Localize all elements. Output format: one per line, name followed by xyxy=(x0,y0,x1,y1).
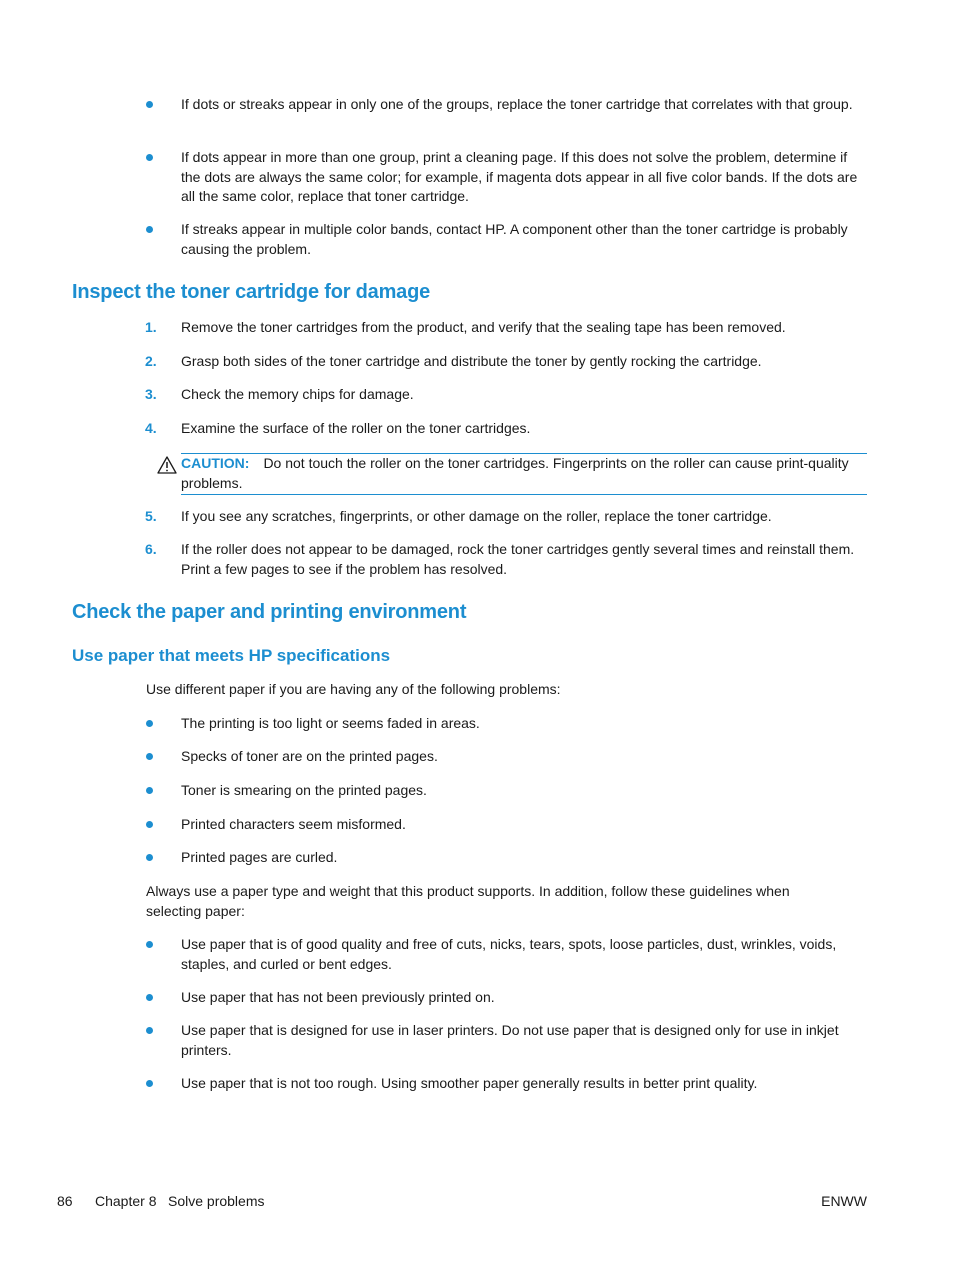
page-number: 86 xyxy=(57,1193,73,1209)
step-text: Examine the surface of the roller on the toner cartridges. xyxy=(181,420,531,436)
step-text: Remove the toner cartridges from the product, and verify that the sealing tape has been removed. xyxy=(181,319,786,335)
list-item: Use paper that is not too rough. Using smoother paper generally results in better print quality. xyxy=(181,1075,758,1091)
section-heading-inspect: Inspect the toner cartridge for damage xyxy=(72,281,431,303)
bullet-icon xyxy=(146,787,153,794)
step-text: If you see any scratches, fingerprints, or other damage on the roller, replace the toner cartridge. xyxy=(181,508,772,524)
footer-chapter-title: Solve problems xyxy=(168,1193,265,1209)
caution-text: Do not touch the roller on the toner cartridges. Fingerprints on the roller can cause print-quality problems. xyxy=(181,455,849,491)
step-number: 3. xyxy=(145,386,157,402)
guidelines-intro: Always use a paper type and weight that this product supports. In addition, follow these guidelines when selecting paper: xyxy=(146,883,790,919)
list-item: If dots appear in more than one group, print a cleaning page. If this does not solve the problem, determine if the dots are always the same color; for example, if magenta dots appear in all five color bands. If the dots are all the same color, replace that toner cartridge. xyxy=(181,149,858,204)
list-item: The printing is too light or seems faded in areas. xyxy=(181,715,480,731)
bullet-icon xyxy=(146,101,153,108)
bullet-icon xyxy=(146,821,153,828)
bullet-icon xyxy=(146,720,153,727)
list-item: Printed pages are curled. xyxy=(181,849,338,865)
bullet-icon xyxy=(146,1027,153,1034)
footer-right-label: ENWW xyxy=(821,1193,867,1209)
list-item: Printed characters seem misformed. xyxy=(181,816,406,832)
caution-note xyxy=(181,453,867,495)
bullet-icon xyxy=(146,941,153,948)
bullet-icon xyxy=(146,226,153,233)
step-text: Check the memory chips for damage. xyxy=(181,386,414,402)
step-number: 1. xyxy=(145,319,157,335)
caution-body xyxy=(181,454,867,493)
footer-chapter: Chapter 8 xyxy=(95,1193,157,1209)
bullet-icon xyxy=(146,994,153,1001)
list-item: Use paper that is of good quality and free of cuts, nicks, tears, spots, loose particles, dust, wrinkles, voids, staples, and curled or bent edges. xyxy=(181,936,837,972)
step-text: If the roller does not appear to be damaged, rock the toner cartridges gently several times and reinstall them. Print a few pages to see if the problem has resolved. xyxy=(181,541,855,577)
list-item: Use paper that is designed for use in laser printers. Do not use paper that is designed only for use in inkjet printers. xyxy=(181,1022,839,1058)
bullet-icon xyxy=(146,854,153,861)
subsection-heading-hp-specs: Use paper that meets HP specifications xyxy=(72,646,391,665)
step-number: 5. xyxy=(145,508,157,524)
step-number: 2. xyxy=(145,353,157,369)
bullet-icon xyxy=(146,1080,153,1087)
list-item: Specks of toner are on the printed pages. xyxy=(181,748,438,764)
bullet-icon xyxy=(146,154,153,161)
warning-triangle-icon xyxy=(157,456,177,474)
step-number: 4. xyxy=(145,420,157,436)
list-item: If streaks appear in multiple color bands, contact HP. A component other than the toner cartridge is probably causing the problem. xyxy=(181,221,848,257)
list-item: Use paper that has not been previously printed on. xyxy=(181,989,495,1005)
step-number: 6. xyxy=(145,541,157,557)
intro-paragraph: Use different paper if you are having any of the following problems: xyxy=(146,681,561,697)
list-item: Toner is smearing on the printed pages. xyxy=(181,782,427,798)
step-text: Grasp both sides of the toner cartridge and distribute the toner by gently rocking the cartridge. xyxy=(181,353,762,369)
bullet-icon xyxy=(146,753,153,760)
section-heading-paper: Check the paper and printing environment xyxy=(72,601,467,623)
list-item: If dots or streaks appear in only one of the groups, replace the toner cartridge that correlates with that group. xyxy=(181,96,853,112)
caution-label: CAUTION: xyxy=(181,455,250,471)
